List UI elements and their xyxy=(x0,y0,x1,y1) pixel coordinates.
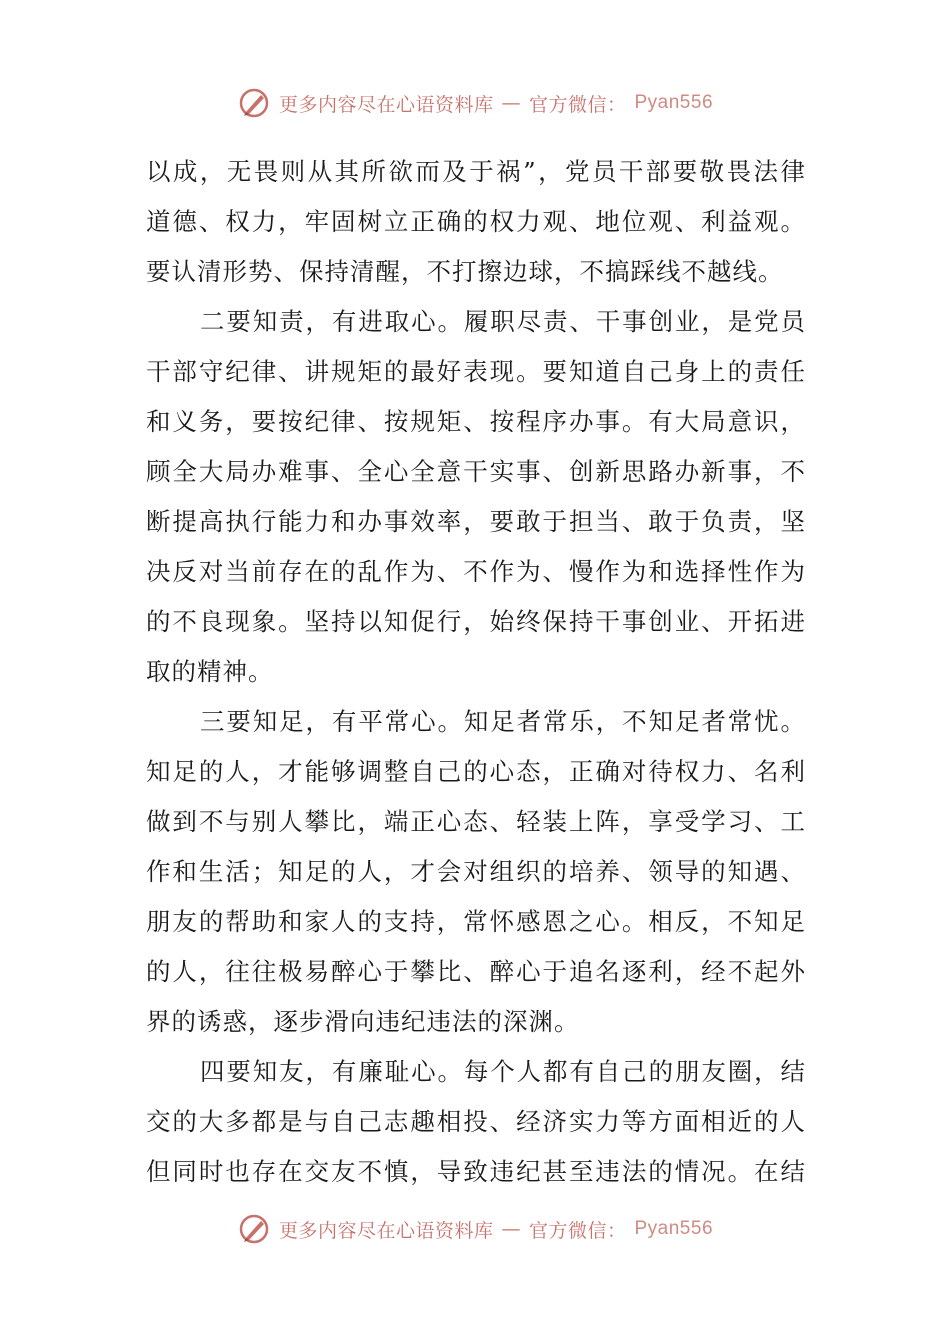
text-line: 的不良现象。坚持以知促行，始终保持干事创业、开拓进 xyxy=(146,607,806,636)
text-line: 取的精神。 xyxy=(146,657,274,686)
footer-watermark xyxy=(0,1212,950,1246)
text-line: 以成，无畏则从其所欲而及于祸”，党员干部要敬畏法律 xyxy=(146,157,806,186)
text-line: 道德、权力，牢固树立正确的权力观、地位观、利益观。 xyxy=(146,207,806,236)
text-line: 要认清形势、保持清醒，不打擦边球，不搞踩线不越线。 xyxy=(146,257,784,286)
document-body xyxy=(146,147,806,1197)
header-watermark xyxy=(0,86,950,120)
text-line: 界的诱惑，逐步滑向违纪违法的深渊。 xyxy=(146,1007,580,1036)
watermark-label: 官方微信： xyxy=(528,1219,627,1242)
paragraph-start-line: 三要知足，有平常心。知足者常乐，不知足者常忧。 xyxy=(200,707,806,736)
watermark-dash: — xyxy=(501,92,521,114)
paragraph-start-line: 二要知责，有进取心。履职尽责、干事创业，是党员 xyxy=(200,307,806,336)
pen-logo-icon xyxy=(237,86,271,120)
text-line: 断提高执行能力和办事效率，要敢于担当、敢于负责，坚 xyxy=(146,507,806,536)
watermark-wechat-id: Pyan556 xyxy=(634,1218,714,1239)
watermark-brand: 更多内容尽在心语资料库 xyxy=(278,93,494,116)
watermark-wechat-id: Pyan556 xyxy=(634,92,714,113)
pen-logo-icon xyxy=(237,1212,271,1246)
watermark-brand: 更多内容尽在心语资料库 xyxy=(278,1219,494,1242)
text-line: 作和生活；知足的人，才会对组织的培养、领导的知遇、 xyxy=(146,857,806,886)
text-line: 顾全大局办难事、全心全意干实事、创新思路办新事，不 xyxy=(146,457,806,486)
text-line: 决反对当前存在的乱作为、不作为、慢作为和选择性作为 xyxy=(146,557,806,586)
watermark-label: 官方微信： xyxy=(528,93,627,116)
text-line: 朋友的帮助和家人的支持，常怀感恩之心。相反，不知足 xyxy=(146,907,806,936)
text-line: 干部守纪律、讲规矩的最好表现。要知道自己身上的责任 xyxy=(146,357,806,386)
text-line: 的人，往往极易醉心于攀比、醉心于追名逐利，经不起外 xyxy=(146,957,806,986)
text-line: 但同时也存在交友不慎，导致违纪甚至违法的情况。在结 xyxy=(146,1157,806,1186)
text-line: 和义务，要按纪律、按规矩、按程序办事。有大局意识， xyxy=(146,407,806,436)
text-line: 知足的人，才能够调整自己的心态，正确对待权力、名利 xyxy=(146,757,806,786)
watermark-dash: — xyxy=(501,1218,521,1240)
text-line: 做到不与别人攀比，端正心态、轻装上阵，享受学习、工 xyxy=(146,807,806,836)
text-line: 交的大多都是与自己志趣相投、经济实力等方面相近的人 xyxy=(146,1107,806,1136)
paragraph-start-line: 四要知友，有廉耻心。每个人都有自己的朋友圈，结 xyxy=(200,1057,806,1086)
